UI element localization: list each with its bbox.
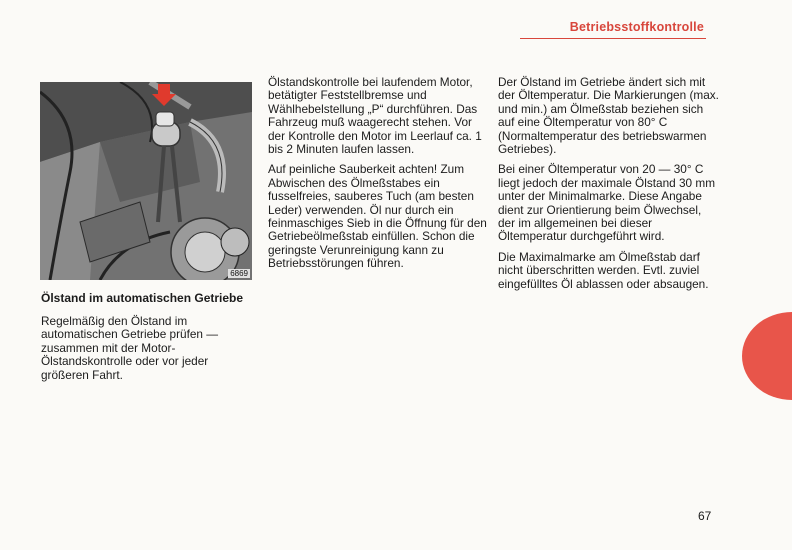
page-number: 67 <box>698 509 712 523</box>
paragraph: Der Ölstand im Getriebe ändert sich mit der Öltemperatur. Die Markierungen (max. und min.) am Ölmeßstab beziehen sich auf eine Öltemperatur von 80° C (Normaltemperatur des betriebswarmen Getriebes). <box>498 75 719 157</box>
engine-illustration <box>40 82 252 280</box>
paragraph: Bei einer Öltemperatur von 20 — 30° C liegt jedoch der maximale Ölstand 30 mm unter der Minimalmarke. Diese Angabe dient zur Orientierung beim Ölwechsel, der im allgemeinen bei dieser Öltemperatur durchgeführt wird. <box>498 162 716 244</box>
section-heading: Ölstand im automatischen Getriebe <box>41 291 244 305</box>
paragraph: Ölstandskontrolle bei laufendem Motor, betätigter Feststellbremse und Wählhebelstellung „P“ durchführen. Das Fahrzeug muß waagerecht stehen. Vor der Kontrolle den Motor im Leerlauf ca. 1 bis 2 Minuten laufen lassen. <box>268 75 482 157</box>
engine-photo <box>40 82 252 280</box>
section-tab-marker <box>742 312 792 400</box>
column-left <box>41 291 259 389</box>
column-right <box>498 76 720 298</box>
figure-number: 6869 <box>230 269 248 278</box>
header-rule <box>520 38 706 39</box>
paragraph: Auf peinliche Sauberkeit achten! Zum Abwischen des Ölmeßstabes ein fusselfreies, sauberes Tuch (am besten Leder) verwenden. Öl nur durch ein feinmaschiges Sieb in die Öffnung für den Getriebeölmeßstab einfüllen. Schon die geringste Verunreinigung kann zu Betriebsstörungen führen. <box>268 162 487 271</box>
page-header-title: Betriebsstoffkontrolle <box>569 20 704 34</box>
paragraph: Regelmäßig den Ölstand im automatischen Getriebe prüfen — zusammen mit der Motor-Ölstandskontrolle oder vor jeder größeren Fahrt. <box>41 314 219 382</box>
paragraph: Die Maximalmarke am Ölmeßstab darf nicht überschritten werden. Evtl. zuviel eingefülltes Öl ablassen oder absaugen. <box>498 249 709 291</box>
column-middle <box>268 76 488 278</box>
